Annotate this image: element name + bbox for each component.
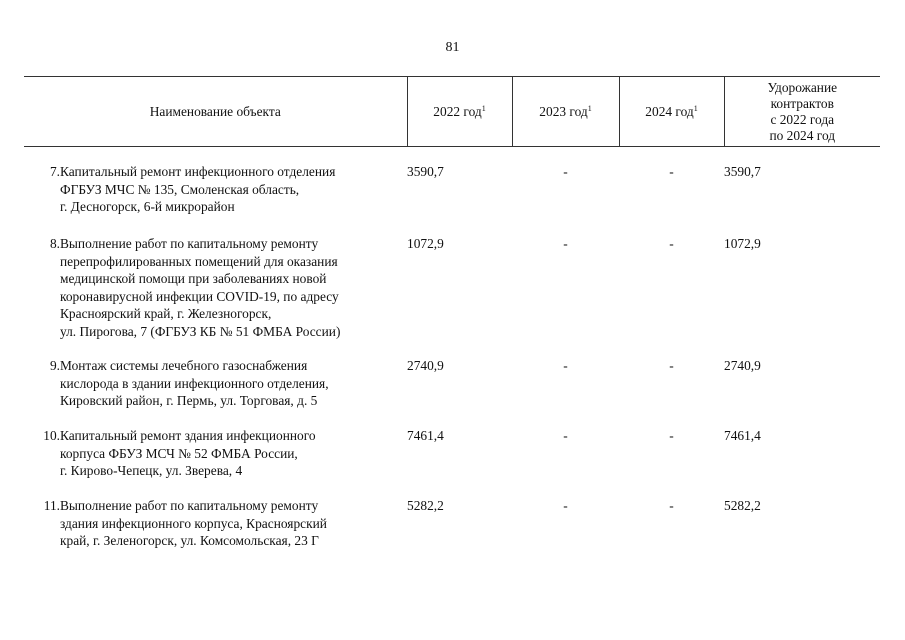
value-2023: - [563,358,568,373]
header-object-name: Наименование объекта [24,77,407,147]
footnote-mark: 1 [587,103,592,113]
spacer-row [24,147,880,164]
value-2022: 7461,4 [407,428,444,443]
value-increase: 7461,4 [724,428,761,443]
value-2022: 5282,2 [407,498,444,513]
value-2023: - [563,498,568,513]
table-row [24,357,880,427]
table-row [24,163,880,235]
object-name: Капитальный ремонт инфекционного отделения ФГБУЗ МЧС № 135, Смоленская область, г. Десногорск, 6-й микрорайон [60,164,336,214]
table-row [24,427,880,497]
footnote-mark: 1 [481,103,486,113]
value-2023: - [563,236,568,251]
header-cost-increase: Удорожание контрактов с 2022 года по 2024 год [724,77,880,147]
object-name: Капитальный ремонт здания инфекционного корпуса ФБУЗ МСЧ № 52 ФМБА России, г. Кирово-Чепецк, ул. Зверева, 4 [60,428,316,478]
value-increase: 5282,2 [724,498,761,513]
value-2024: - [669,236,674,251]
object-name: Монтаж системы лечебного газоснабжения кислорода в здании инфекционного отделения, Кировский район, г. Пермь, ул. Торговая, д. 5 [60,358,329,408]
header-2024: 2024 год$^1$ [619,77,724,147]
object-name: Выполнение работ по капитальному ремонту перепрофилированных помещений для оказания медицинской помощи при заболеваниях новой коронавирусной инфекции COVID-19, по адресу Красноярский край, г. Железногорск, ул. Пирогова, 7 (ФГБУЗ КБ № 51 ФМБА России) [60,236,341,339]
row-number: 10. [43,428,60,443]
header-2022: 2022 год$^1$ [407,77,512,147]
value-2024: - [669,164,674,179]
value-2024: - [669,428,674,443]
value-increase: 3590,7 [724,164,761,179]
row-number: 9. [49,358,60,373]
value-2022: 1072,9 [407,236,444,251]
row-number: 7. [49,164,60,179]
value-2024: - [669,358,674,373]
value-2022: 2740,9 [407,358,444,373]
page-number: 81 [445,40,460,55]
value-increase: 1072,9 [724,236,761,251]
objects-table [24,76,880,557]
value-2024: - [669,498,674,513]
value-2023: - [563,164,568,179]
header-2023: 2023 год$^1$ [512,77,619,147]
table-row [24,497,880,557]
row-number: 11. [43,498,60,513]
table-header-row [24,77,880,147]
value-2023: - [563,428,568,443]
object-name: Выполнение работ по капитальному ремонту здания инфекционного корпуса, Красноярский край, г. Зеленогорск, ул. Комсомольская, 23 Г [60,498,327,548]
row-number: 8. [49,236,60,251]
value-2022: 3590,7 [407,164,444,179]
table-row [24,235,880,357]
footnote-mark: 1 [693,103,698,113]
value-increase: 2740,9 [724,358,761,373]
